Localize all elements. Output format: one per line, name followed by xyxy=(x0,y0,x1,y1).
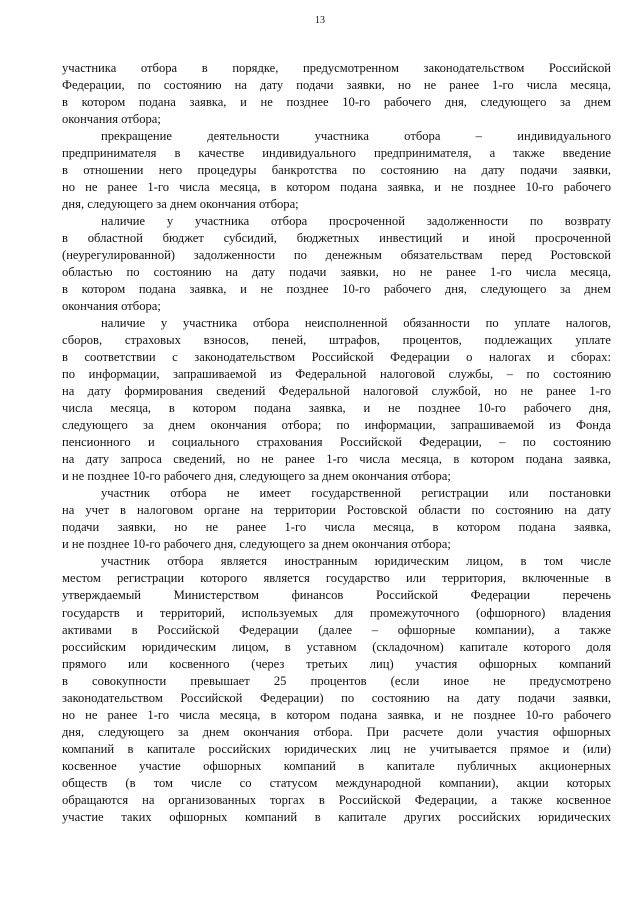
text-line: окончания отбора; xyxy=(62,299,161,314)
text-line: но не ранее 1-го числа месяца, в котором подана заявка, и не позднее 10-го рабочего xyxy=(62,180,611,195)
text-line: по информации, запрашиваемой из Федеральной налоговой службы, – по состоянию xyxy=(62,367,611,382)
text-line: пенсионного и социального страхования Российской Федерации, – по состоянию xyxy=(62,435,611,450)
text-line: прямого или косвенного (через третьих лиц) участия офшорных компаний xyxy=(62,656,611,671)
text-line: но не ранее 1-го числа месяца, в котором подана заявка, и не позднее 10-го рабочего xyxy=(62,707,611,722)
text-line: сборов, страховых взносов, пеней, штрафов, процентов, подлежащих уплате xyxy=(62,333,611,348)
text-line: на дату формирования сведений Федеральной налоговой службой, но не ранее 1-го xyxy=(62,384,611,399)
text-line: в соответствии с законодательством Российской Федерации о налогах и сборах: xyxy=(62,350,611,365)
text-line: окончания отбора; xyxy=(62,112,161,127)
page-number: 13 xyxy=(315,15,325,26)
text-line: (неурегулированной) задолженности по денежным обязательствам перед Ростовской xyxy=(62,248,611,263)
text-line: участник отбора не имеет государственной регистрации или постановки xyxy=(101,486,611,501)
text-line: обращаются на организованных торгах в Российской Федерации, а также косвенное xyxy=(62,792,611,807)
text-line: государств и территорий, используемых для промежуточного (офшорного) владения xyxy=(62,605,611,620)
text-line: в котором подана заявка, и не позднее 10-го рабочего дня, следующего за днем xyxy=(62,95,611,110)
text-line: дня, следующего за днем окончания отбора. При расчете доли участия офшорных xyxy=(62,724,611,739)
text-line: дня, следующего за днем окончания отбора; xyxy=(62,197,299,212)
text-line: в совокупности превышает 25 процентов (если иное не предусмотрено xyxy=(62,673,611,688)
text-line: активами в Российской Федерации (далее – офшорные компании), а также xyxy=(62,622,611,637)
text-line: косвенное участие офшорных компаний в капитале публичных акционерных xyxy=(62,758,611,773)
text-line: предпринимателя в качестве индивидуального предпринимателя, а также введение xyxy=(62,146,611,161)
text-line: и не позднее 10-го рабочего дня, следующего за днем окончания отбора; xyxy=(62,537,451,552)
text-line: в котором подана заявка, и не позднее 10-го рабочего дня, следующего за днем xyxy=(62,282,611,297)
text-line: российским юридическим лицом, в уставном (складочном) капитале которого доля xyxy=(62,639,611,654)
text-line: на учет в налоговом органе на территории Ростовской области по состоянию на дату xyxy=(62,503,611,518)
text-line: участие таких офшорных компаний в капитале других российских юридических xyxy=(62,809,611,824)
text-line: областью по состоянию на дату подачи заявки, но не ранее 1-го числа месяца, xyxy=(62,265,611,280)
body-text xyxy=(62,60,611,826)
text-line: наличие у участника отбора неисполненной обязанности по уплате налогов, xyxy=(101,316,611,331)
text-line: участника отбора в порядке, предусмотренном законодательством Российской xyxy=(62,61,611,75)
text-line: законодательством Российской Федерации) по состоянию на дату подачи заявки, xyxy=(62,690,611,705)
text-line: компаний в капитале российских юридических лиц не учитывается прямое и (или) xyxy=(62,741,611,756)
text-line: обществ (в том числе со статусом международной компании), акции которых xyxy=(62,775,611,790)
text-line: следующего за днем окончания отбора; по информации, запрашиваемой из Фонда xyxy=(62,418,611,433)
text-line: на дату запроса сведений, но не ранее 1-го числа месяца, в котором подана заявка, xyxy=(62,452,611,467)
text-line: подачи заявки, но не ранее 1-го числа месяца, в котором подана заявка, xyxy=(62,520,611,535)
text-line: прекращение деятельности участника отбора – индивидуального xyxy=(101,129,611,144)
text-line: местом регистрации которого является государство или территория, включенные в xyxy=(62,571,611,586)
text-line: наличие у участника отбора просроченной задолженности по возврату xyxy=(101,214,611,229)
text-line: в областной бюджет субсидий, бюджетных инвестиций и иной просроченной xyxy=(62,231,611,246)
text-line: и не позднее 10-го рабочего дня, следующего за днем окончания отбора; xyxy=(62,469,451,484)
text-line: утверждаемый Министерством финансов Российской Федерации перечень xyxy=(62,588,611,603)
text-line: в отношении него процедуры банкротства по состоянию на дату подачи заявки, xyxy=(62,163,611,178)
text-line: числа месяца, в котором подана заявка, и не позднее 10-го рабочего дня, xyxy=(62,401,611,416)
text-line: участник отбора является иностранным юридическим лицом, в том числе xyxy=(101,554,611,569)
text-line: Федерации, по состоянию на дату подачи заявки, но не ранее 1-го числа месяца, xyxy=(62,78,611,93)
